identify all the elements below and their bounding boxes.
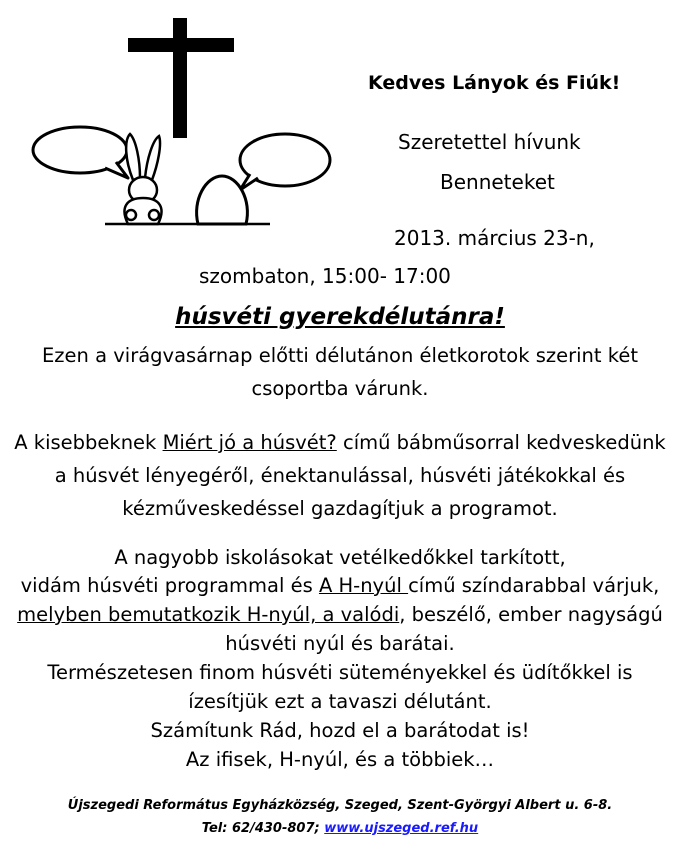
invite-line-1: Szeretettel hívunk (398, 130, 581, 154)
small-group-text: A kisebbeknek (14, 431, 163, 454)
big-group-text: melyben bemutatkozik H-nyúl, a valódi (17, 603, 400, 626)
big-group-line-6: ízesítjük ezt a tavaszi délutánt. (188, 690, 492, 713)
event-time: szombaton, 15:00- 17:00 (199, 264, 451, 288)
signature-line: Az ifisek, H-nyúl, és a többiek… (185, 748, 495, 771)
intro-line-1: Ezen a virágvasárnap előtti délutánon életkorotok szerint két (41, 344, 638, 367)
invite-line-2: Benneteket (440, 170, 555, 194)
small-group-line-2: a húsvét lényegéről, énektanulással, húsvéti játékokkal és (54, 464, 626, 487)
show-title: Miért jó a húsvét? (162, 431, 337, 454)
intro-line-2: csoportba várunk. (251, 377, 429, 400)
footer-contact (0, 821, 680, 836)
website-link[interactable]: www.ujszeged.ref.hu (324, 821, 479, 836)
big-group-line-3 (0, 603, 680, 626)
small-group-text: című bábműsorral kedveskedünk (336, 431, 666, 454)
cross-icon (128, 18, 234, 138)
speech-bubble-icon (33, 127, 128, 178)
big-group-line-5: Természetesen finom húsvéti süteményekkel és üdítőkkel is (47, 661, 633, 684)
big-group-line-1: A nagyobb iskolásokat vetélkedőkkel tarkított, (114, 546, 566, 569)
big-group-text: című színdarabbal várjuk, (408, 574, 660, 597)
footer-phone: Tel: 62/430-807; (201, 821, 325, 836)
rabbit-icon (124, 134, 161, 224)
small-group-line-3: kézműveskedéssel gazdagítjuk a programot. (122, 497, 558, 520)
big-group-line-7: Számítunk Rád, hozd el a barátodat is! (150, 719, 530, 742)
page-title: húsvéti gyerekdélutánra! (175, 304, 505, 330)
egg-icon (197, 176, 248, 224)
big-group-line-4: húsvéti nyúl és barátai. (225, 632, 455, 655)
big-group-text: vidám húsvéti programmal és (20, 574, 319, 597)
big-group-line-2 (0, 574, 680, 597)
event-date: 2013. március 23-n, (394, 226, 595, 250)
speech-bubble-icon (240, 134, 330, 190)
easter-illustration (20, 10, 340, 235)
play-title: A H-nyúl (318, 574, 409, 597)
greeting: Kedves Lányok és Fiúk! (368, 72, 621, 94)
footer-address: Újszegedi Református Egyházközség, Szeged, Szent-Györgyi Albert u. 6-8. (67, 798, 613, 813)
big-group-text: , beszélő, ember nagyságú (399, 603, 663, 626)
small-group-line-1 (0, 431, 680, 454)
